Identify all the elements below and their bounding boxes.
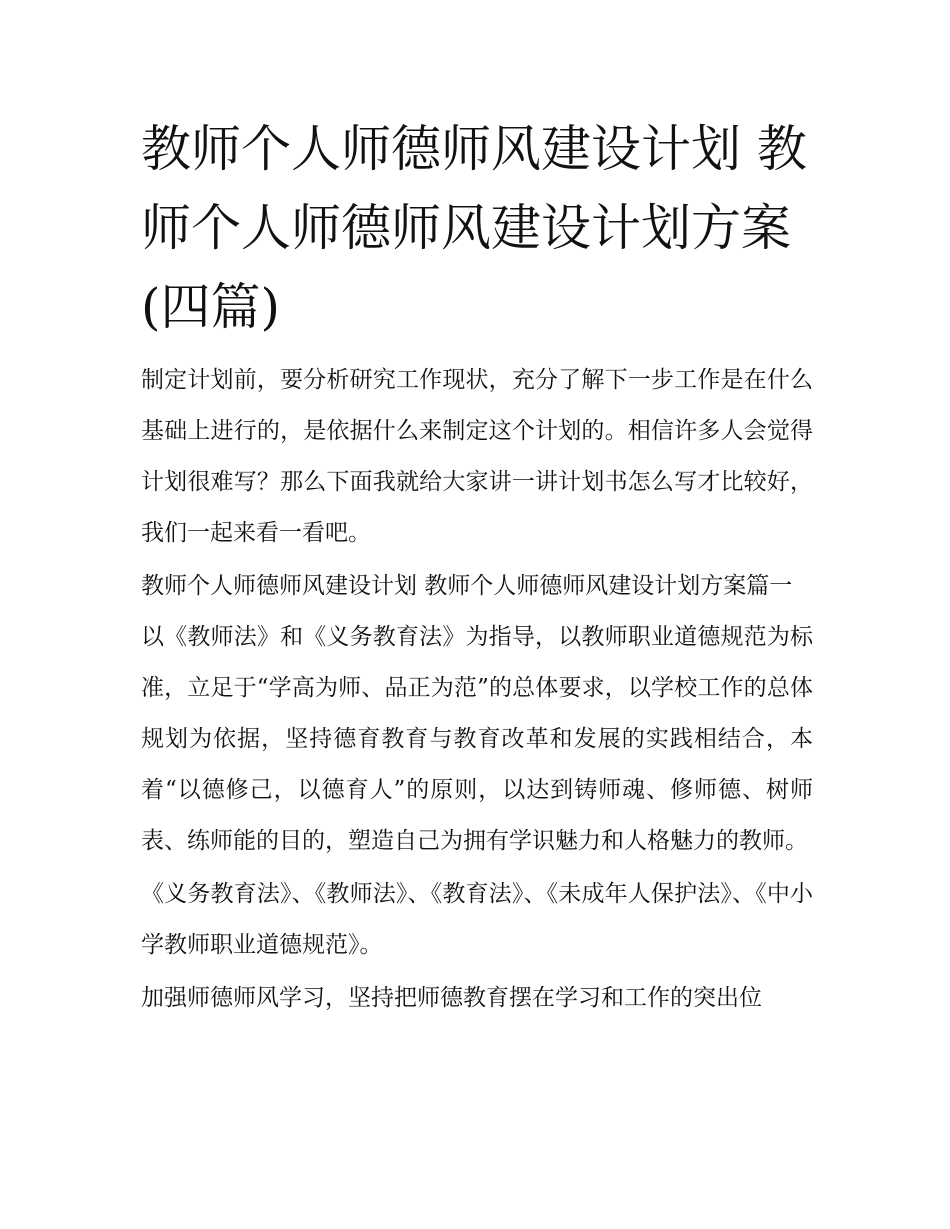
document-title: 教师个人师德师风建设计划 教师个人师德师风建设计划方案(四篇)	[141, 120, 807, 336]
body-paragraph: 以《教师法》和《义务教育法》为指导，以教师职业道德规范为标准，立足于“学高为师、品正为范”的总体要求，以学校工作的总体规划为依据，坚持德育教育与教育改革和发展的实践相结合，本着“以德修己，以德育人”的原则，以达到铸师魂、修师德、树师表、练师能的目的，塑造自己为拥有学识魅力和人格魅力的教师。	[141, 624, 813, 854]
document-page	[141, 110, 813, 1026]
section-heading: 教师个人师德师风建设计划 教师个人师德师风建设计划方案篇一	[141, 573, 793, 599]
law-list-paragraph: 《义务教育法》、《教师法》、《教育法》、《未成年人保护法》、《中小学教师职业道德规范》。	[141, 881, 813, 958]
body-paragraph-continued: 加强师德师风学习，坚持把师德教育摆在学习和工作的突出位	[141, 985, 762, 1011]
intro-paragraph: 制定计划前，要分析研究工作现状，充分了解下一步工作是在什么基础上进行的，是依据什么来制定这个计划的。相信许多人会觉得计划很难写？那么下面我就给大家讲一讲计划书怎么写才比较好，我们一起来看一看吧。	[141, 367, 813, 546]
